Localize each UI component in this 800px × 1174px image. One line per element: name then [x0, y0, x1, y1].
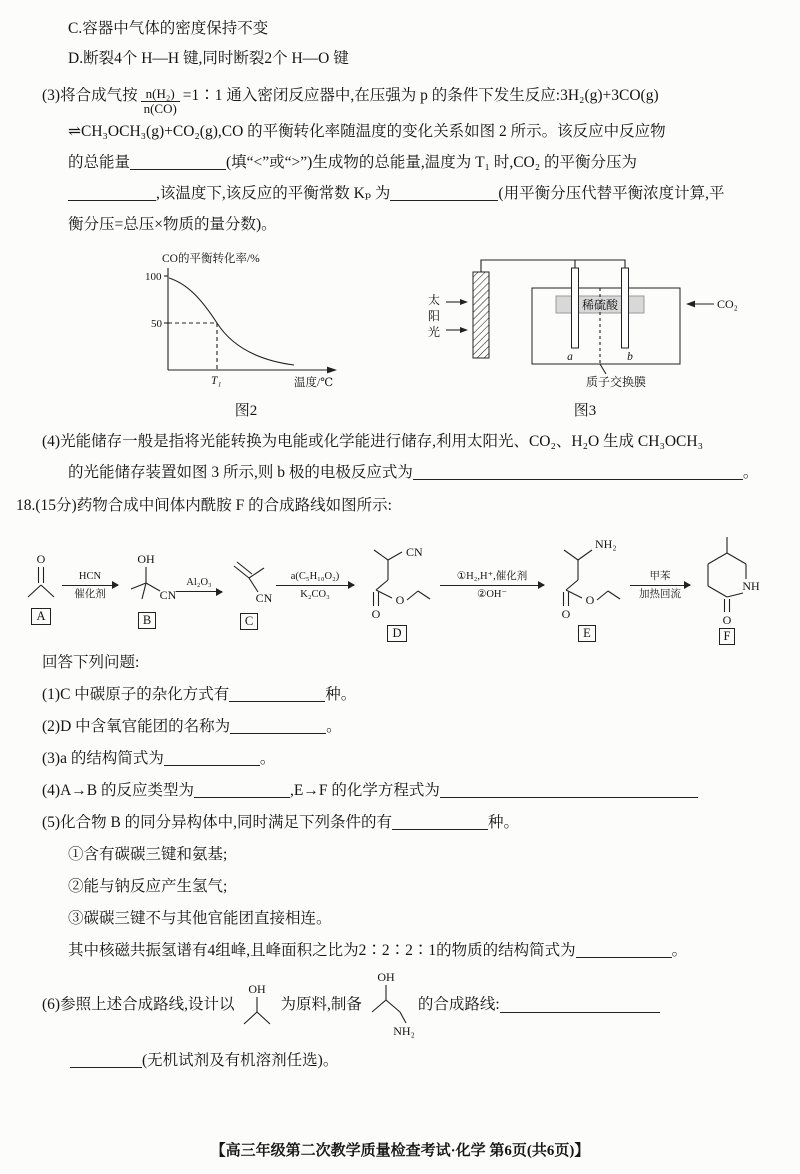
- reaction-arrow-4: [440, 570, 544, 601]
- d-nitrile-label: CN: [406, 545, 423, 560]
- reaction-arrow-1: [62, 570, 118, 601]
- structure-b: [118, 541, 176, 629]
- arrow-shaft: [630, 585, 690, 586]
- figure-3: [420, 252, 750, 420]
- answer-blank: [194, 783, 290, 798]
- fraction-denominator: n(CO): [143, 101, 177, 116]
- fig2-conversion-graph: [130, 248, 362, 398]
- answer-blank: [229, 687, 325, 702]
- arrow-shaft: [62, 585, 118, 586]
- wire: [481, 260, 625, 272]
- label-f: F: [719, 628, 736, 645]
- fig2-y-axis-label: CO的平衡转化率/%: [162, 253, 260, 266]
- figure-2: [130, 248, 362, 420]
- condition-1-text: ①含有碳碳三键和氨基;: [68, 846, 228, 864]
- figure-3-caption: 图3: [573, 403, 597, 420]
- q18-sub-3: [42, 743, 770, 775]
- q18-6-text-b: 为原料,制备: [280, 996, 362, 1014]
- reaction-arrow-2: [176, 576, 222, 594]
- q18-3-suffix: 。: [259, 750, 276, 768]
- solar-panel: [473, 272, 489, 358]
- figure-2-caption: 图2: [234, 403, 258, 420]
- c-nitrile-label: CN: [255, 591, 273, 606]
- q18-sub-5: [42, 807, 770, 839]
- material-hydroxyl-label: OH: [248, 982, 267, 997]
- f-carbonyl-oxygen-label: O: [722, 613, 732, 628]
- q18-header-text: 18.(15分)药物合成中间体内酰胺 F 的合成路线如图所示:: [16, 497, 392, 515]
- q18-5-suffix: 种。: [488, 814, 520, 832]
- q3-line3a-text: 的总能量: [68, 154, 131, 172]
- f-amide-nh-label: NH: [742, 579, 760, 594]
- arrow-3-reagent-bottom: K₂CO₃: [300, 588, 330, 600]
- arrow-3-reagent-top: a(C₅H₁₀O₂): [290, 570, 340, 582]
- question-3-line-2: [68, 116, 770, 147]
- q3-after-fraction: =1∶1 通入密闭反应器中,在压强为 p 的条件下发生反应:3H₂(g)+3CO(g): [182, 87, 659, 104]
- answer-blank: [70, 1053, 142, 1068]
- q18-6-tail-text: (无机试剂及有机溶剂任选)。: [142, 1052, 339, 1070]
- d-ester-oxygen-label: O: [395, 593, 405, 608]
- question-3-line-1: [42, 80, 770, 116]
- question-3-line-4: [68, 178, 770, 209]
- answer-blank: [130, 155, 226, 170]
- label-d: D: [387, 625, 406, 642]
- a-oxygen-label: O: [36, 552, 46, 567]
- q18-1-suffix: 种。: [325, 686, 357, 704]
- condition-2-text: ②能与钠反应产生氢气;: [68, 878, 228, 896]
- q18-sub-2: [42, 711, 770, 743]
- proton-membrane-label: 质子交换膜: [585, 375, 647, 390]
- q3-line4b-text: (用平衡分压代替平衡浓度计算,平: [498, 185, 725, 203]
- option-d-text: D.断裂4个 H—H 键,同时断裂2个 H—O 键: [68, 50, 349, 67]
- label-a: A: [31, 608, 50, 625]
- figures-row: [130, 248, 770, 420]
- answer-blank: [392, 815, 488, 830]
- answer-blank: [390, 186, 498, 201]
- answer-blank: [576, 943, 672, 958]
- option-d: [68, 44, 770, 74]
- q4-line2a-text: 的光能储存装置如图 3 所示,则 b 极的电极反应式为: [68, 464, 413, 482]
- b-nitrile-label: CN: [159, 588, 176, 603]
- structure-c: [222, 540, 276, 630]
- e-amino-label: NH₂: [595, 537, 617, 552]
- nmr-suffix: 。: [671, 942, 688, 960]
- arrow-shaft: [276, 585, 354, 586]
- answer-blank: [68, 186, 156, 201]
- conversion-curve: [169, 278, 294, 365]
- co2-label: CO₂: [717, 297, 738, 312]
- fig2-x-axis-label: 温度/℃: [294, 377, 334, 390]
- electrode-a: [572, 268, 579, 348]
- label-c: C: [240, 613, 258, 630]
- svg-text:光: 光: [428, 325, 441, 340]
- answer-blank: [413, 465, 743, 480]
- membrane-pointer: [600, 364, 606, 374]
- structure-f: [690, 525, 764, 645]
- product-amino-label: NH₂: [393, 1024, 415, 1039]
- q4-line2b-text: 。: [742, 464, 759, 482]
- q18-6-text-a: (6)参照上述合成路线,设计以: [42, 996, 235, 1014]
- answer-blank: [230, 719, 326, 734]
- condition-3: [68, 903, 770, 935]
- nmr-text: 其中核磁共振氢谱有4组峰,且峰面积之比为2∶2∶2∶1的物质的结构简式为: [68, 942, 576, 960]
- answer-blank: [500, 998, 660, 1013]
- electrode-b-label: b: [627, 351, 633, 364]
- q18-sub-4: [42, 775, 770, 807]
- q18-6-text-c: 的合成路线:: [417, 996, 500, 1014]
- reaction-arrow-5: [630, 570, 690, 601]
- option-c-text: C.容器中气体的密度保持不变: [68, 20, 269, 37]
- dilute-sulfuric-acid-label: 稀硫酸: [581, 298, 619, 313]
- question-4-line-1: [42, 426, 770, 457]
- label-b: B: [138, 612, 156, 629]
- fig2-tick-100: 100: [145, 271, 162, 284]
- q18-sub-6: [42, 969, 770, 1041]
- q3-line4a-text: ,该温度下,该反应的平衡常数 Kₚ 为: [156, 185, 391, 203]
- question-3-line-5: [68, 209, 770, 240]
- co2-inlet-arrow: [686, 301, 714, 308]
- question-4-line-2: [68, 457, 770, 488]
- material-structure: [234, 979, 280, 1031]
- q4-line1-text: (4)光能储存一般是指将光能转换为电能或化学能进行储存,利用太阳光、CO₂、H₂O 生成 CH₃OCH₃: [42, 433, 703, 451]
- electrode-b: [622, 268, 629, 348]
- x-axis-arrowhead: [327, 367, 337, 374]
- condition-3-text: ③碳碳三键不与其他官能团直接相连。: [68, 910, 332, 928]
- fig3-device-diagram: [420, 252, 750, 398]
- structure-e: [544, 528, 630, 642]
- sunlight-label: [428, 292, 440, 339]
- q18-2-text: (2)D 中含氧官能团的名称为: [42, 718, 231, 736]
- q18-3-text: (3)a 的结构简式为: [42, 750, 164, 768]
- q18-1-text: (1)C 中碳原子的杂化方式有: [42, 686, 230, 704]
- e-carbonyl-oxygen-label: O: [561, 607, 571, 622]
- q18-sub-1: [42, 679, 770, 711]
- svg-text:太: 太: [428, 293, 441, 308]
- nmr-line: [68, 935, 770, 967]
- label-e: E: [578, 625, 596, 642]
- q18-4-text-a: (4)A→B 的反应类型为: [42, 782, 194, 800]
- arrow-1-reagent-bottom: 催化剂: [74, 588, 106, 600]
- condition-1: [68, 839, 770, 871]
- fraction-numerator: n(H₂): [141, 87, 180, 102]
- e-ester-oxygen-label: O: [585, 593, 595, 608]
- question-18-header: [16, 490, 770, 521]
- arrow-4-reagent-top: ①H₂,H⁺,催化剂: [456, 570, 528, 582]
- sunlight-arrows: [446, 299, 468, 333]
- arrow-1-reagent-top: HCN: [78, 570, 102, 582]
- page-footer-text: 【高三年级第二次教学质量检查考试·化学 第6页(共6页)】: [210, 1143, 590, 1159]
- arrow-5-reagent-top: 甲苯: [649, 570, 671, 582]
- arrow-shaft: [440, 585, 544, 586]
- synthesis-route: [20, 525, 790, 645]
- b-hydroxyl-label: OH: [137, 552, 155, 567]
- q18-5-text: (5)化合物 B 的同分异构体中,同时满足下列条件的有: [42, 814, 393, 832]
- svg-text:阳: 阳: [428, 309, 441, 324]
- structure-d: [354, 528, 440, 642]
- answer-blank: [440, 783, 698, 798]
- q18-2-suffix: 。: [326, 718, 342, 736]
- reaction-arrow-3: [276, 570, 354, 601]
- arrow-5-reagent-bottom: 加热回流: [639, 588, 681, 600]
- arrow-4-reagent-bottom: ②OH⁻: [476, 588, 508, 600]
- d-carbonyl-oxygen-label: O: [371, 607, 381, 622]
- q3-line3b-text: (填“<”或“>”)生成物的总能量,温度为 T₁ 时,CO₂ 的平衡分压为: [226, 154, 638, 172]
- page-footer: [0, 1139, 800, 1160]
- product-structure: [362, 969, 418, 1041]
- q3-line5-text: 衡分压=总压×物质的量分数)。: [68, 216, 277, 234]
- q18-6-tail: [70, 1045, 770, 1077]
- arrow-shaft: [176, 591, 222, 592]
- fig2-t1-label: T₁: [211, 375, 222, 388]
- electrode-a-label: a: [567, 351, 573, 364]
- structure-a: [20, 545, 62, 625]
- condition-2: [68, 871, 770, 903]
- q3-line2-text: ⇌CH₃OCH₃(g)+CO₂(g),CO 的平衡转化率随温度的变化关系如图 2 所示。该反应中反应物: [68, 123, 666, 141]
- mole-ratio-fraction: [141, 87, 180, 117]
- arrow-2-reagent-top: Al₂O₃: [186, 577, 212, 589]
- q18-4-text-b: ,E→F 的化学方程式为: [289, 782, 440, 800]
- question-3-line-3: [68, 147, 770, 178]
- answer-prompt: [42, 647, 770, 679]
- option-c: [68, 14, 770, 44]
- fig2-tick-50: 50: [151, 318, 162, 331]
- q3-lead: (3)将合成气按: [42, 87, 138, 104]
- answer-prompt-text: 回答下列问题:: [42, 654, 140, 672]
- product-hydroxyl-label: OH: [377, 970, 395, 985]
- answer-blank: [164, 751, 260, 766]
